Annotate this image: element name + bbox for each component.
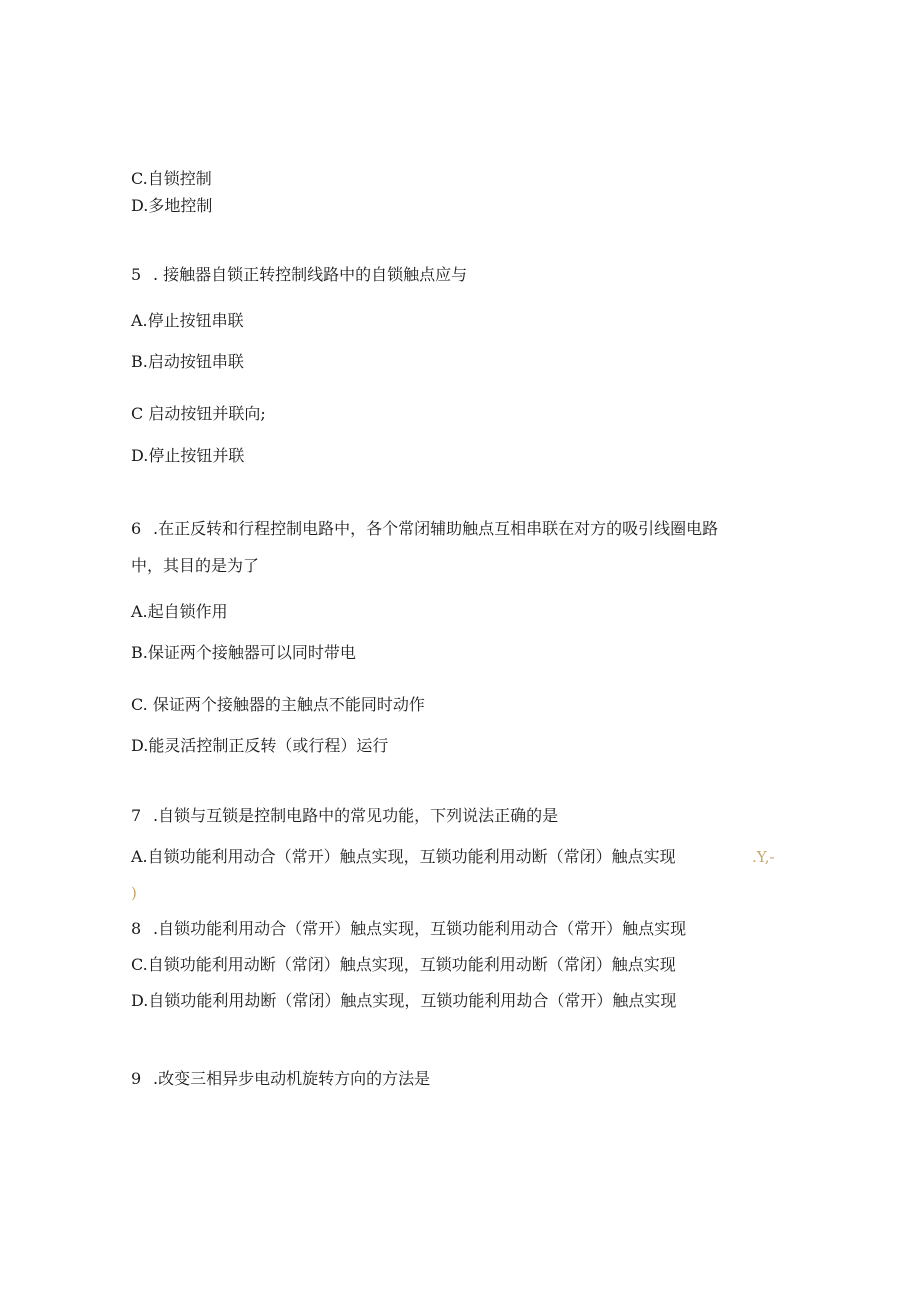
- q6-stem-1: .在正反转和行程控制电路中，各个常闭辅助触点互相串联在对方的吸引线圈电路: [153, 519, 719, 538]
- q6-stem-line-2: 中，其目的是为了: [131, 556, 260, 575]
- q8-option-c: C.自锁功能利用动断（常闭）触点实现，互锁功能利用动断（常闭）触点实现: [131, 955, 676, 974]
- q7-stem: .自锁与互锁是控制电路中的常见功能，下列说法正确的是: [153, 806, 559, 825]
- q7-number: 7: [131, 806, 142, 825]
- q9-stem: .改变三相异步电动机旋转方向的方法是: [153, 1069, 431, 1088]
- q5-option-c: C 启动按钮并联向;: [131, 404, 266, 423]
- q6-option-b: B.保证两个接触器可以同时带电: [131, 643, 356, 662]
- q6-option-a: A.起自锁作用: [131, 602, 228, 621]
- q8-option-d: D.自锁功能利用劫断（常闭）触点实现，互锁功能利用劫合（常开）触点实现: [131, 991, 677, 1010]
- q6-number: 6: [131, 519, 142, 538]
- q5-stem: . 接触器自锁正转控制线路中的自锁触点应与: [153, 265, 468, 284]
- q7-option-a: A.自锁功能利用动合（常开）触点实现，互锁功能利用动断（常闭）触点实现: [131, 847, 676, 866]
- margin-mark-paren: ): [131, 884, 137, 902]
- q5-option-d: D.停止按钮并联: [131, 446, 245, 465]
- q8-stem-line: [131, 919, 686, 939]
- q4-option-d: D.多地控制: [131, 196, 213, 215]
- q6-option-c: C. 保证两个接触器的主触点不能同时动作: [131, 695, 425, 714]
- q6-stem-line-1: [131, 519, 718, 539]
- q4-option-c: C.自锁控制: [131, 169, 212, 188]
- q9-number: 9: [131, 1069, 142, 1088]
- q5-number: 5: [131, 265, 142, 284]
- q8-number: 8: [131, 919, 142, 938]
- q5-stem-line: [131, 265, 467, 285]
- margin-mark: .Y,-: [752, 848, 775, 866]
- q5-option-a: A.停止按钮串联: [131, 311, 244, 330]
- q8-stem: .自锁功能利用动合（常开）触点实现，互锁功能利用动合（常开）触点实现: [153, 919, 687, 938]
- q5-option-b: B.启动按钮串联: [131, 352, 244, 371]
- q9-stem-line: [131, 1069, 430, 1089]
- q7-stem-line: [131, 806, 558, 826]
- q6-option-d: D.能灵活控制正反转（或行程）运行: [131, 736, 389, 755]
